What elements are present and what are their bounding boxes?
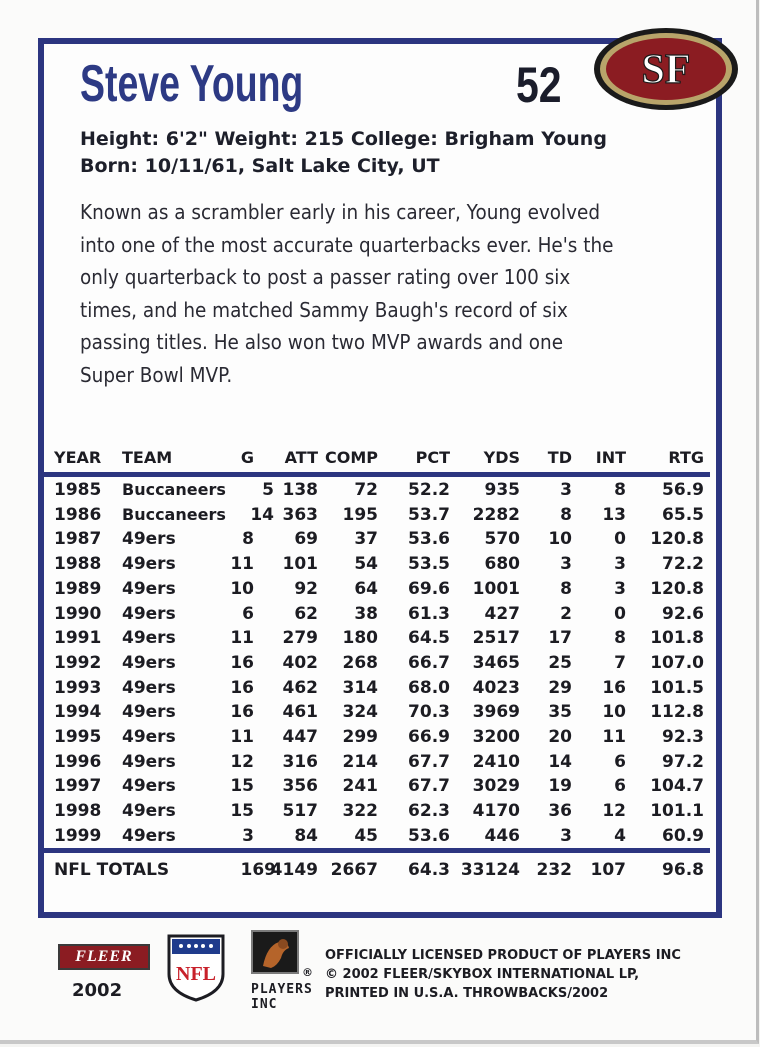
table-row <box>44 725 710 750</box>
cell-pct: 52.2 <box>408 480 450 500</box>
cell-int: 0 <box>614 529 626 550</box>
legal-text: OFFICIALLY LICENSED PRODUCT OF PLAYERS INC © 2002 FLEER/SKYBOX INTERNATIONAL LP, PRINTED IN U.S.A. THROWBACKS/2002 <box>325 948 681 1001</box>
cell-rtg: 107.0 <box>650 652 704 673</box>
header-team: TEAM <box>122 448 173 467</box>
totals-int: 107 <box>590 860 626 880</box>
cell-yds: 4170 <box>472 801 520 822</box>
cell-td: 8 <box>560 504 572 525</box>
table-row <box>44 700 710 725</box>
table-row <box>44 527 710 552</box>
cell-yds: 570 <box>484 529 520 550</box>
table-row <box>44 676 710 701</box>
cell-att: 101 <box>282 554 318 575</box>
header-pct: PCT <box>415 448 450 467</box>
cell-pct: 53.5 <box>408 554 450 575</box>
cell-yds: 680 <box>484 554 520 575</box>
nfl-shield-icon <box>165 930 227 1002</box>
cell-g: 6 <box>242 603 254 624</box>
cell-int: 8 <box>614 480 626 500</box>
cell-yds: 3969 <box>472 702 520 723</box>
cell-int: 11 <box>602 727 626 747</box>
cell-team: 49ers <box>122 677 176 698</box>
cell-team: 49ers <box>122 727 176 747</box>
cell-team: 49ers <box>122 801 176 822</box>
cell-int: 16 <box>602 677 626 698</box>
players-inc-text: PLAYERS INC <box>251 982 313 1012</box>
cell-td: 10 <box>548 529 572 550</box>
cell-rtg: 92.3 <box>662 727 704 747</box>
fleer-brand <box>58 944 158 1004</box>
cell-year: 1997 <box>54 776 102 797</box>
cell-pct: 53.6 <box>408 825 450 846</box>
table-row <box>44 774 710 799</box>
cell-td: 35 <box>548 702 572 723</box>
cell-g: 16 <box>230 702 254 723</box>
player-info-line-1: Height: 6'2" Weight: 215 College: Brigham Young <box>80 128 607 150</box>
cell-att: 356 <box>282 776 318 797</box>
header-yds: YDS <box>483 448 520 467</box>
cell-rtg: 101.5 <box>650 677 704 698</box>
cell-td: 19 <box>548 776 572 797</box>
cell-pct: 62.3 <box>408 801 450 822</box>
cell-int: 3 <box>614 578 626 599</box>
cell-rtg: 120.8 <box>650 529 704 550</box>
logo-text: SF <box>641 47 691 93</box>
players-inc-image <box>251 930 299 974</box>
table-row <box>44 626 710 651</box>
cell-att: 461 <box>282 702 318 723</box>
cell-rtg: 65.5 <box>662 504 704 525</box>
cell-year: 1993 <box>54 677 102 698</box>
49ers-logo-icon <box>592 26 740 112</box>
cell-att: 69 <box>294 529 318 550</box>
cell-year: 1988 <box>54 554 102 575</box>
table-row <box>44 602 710 627</box>
cell-int: 13 <box>602 504 626 525</box>
totals-label: NFL TOTALS <box>54 860 170 880</box>
cell-team: 49ers <box>122 529 176 550</box>
stats-header <box>44 444 710 477</box>
cell-team: 49ers <box>122 702 176 723</box>
cell-team: 49ers <box>122 751 176 772</box>
player-bio: Known as a scrambler early in his career, Young evolved into one of the most accurate quarterbacks ever. He's the only quarterback to post a passer rating over 100 six times, and he matched Sammy Baugh's record of six passing titles. He also won two MVP awards and one Super Bowl MVP. <box>80 200 614 387</box>
cell-pct: 66.9 <box>408 727 450 747</box>
cell-att: 62 <box>294 603 318 624</box>
cell-td: 8 <box>560 578 572 599</box>
cell-yds: 4023 <box>472 677 520 698</box>
player-name: Steve Young <box>80 55 304 113</box>
cell-pct: 68.0 <box>408 677 450 698</box>
cell-pct: 67.7 <box>408 751 450 772</box>
cell-td: 14 <box>548 751 572 772</box>
cell-yds: 427 <box>484 603 520 624</box>
cell-rtg: 60.9 <box>662 825 704 846</box>
cell-year: 1989 <box>54 578 102 599</box>
stats-totals-row <box>44 848 710 891</box>
cell-comp: 299 <box>342 727 378 747</box>
cell-pct: 53.6 <box>408 529 450 550</box>
cell-year: 1992 <box>54 652 102 673</box>
cell-team: 49ers <box>122 825 176 846</box>
table-row <box>44 799 710 824</box>
cell-comp: 72 <box>354 480 378 500</box>
totals-pct: 64.3 <box>408 860 450 880</box>
cell-td: 2 <box>560 603 572 624</box>
table-row <box>44 651 710 676</box>
player-silhouette-icon <box>253 932 297 972</box>
header-int: INT <box>595 448 626 467</box>
cell-comp: 241 <box>342 776 378 797</box>
registered-mark: ® <box>302 966 313 979</box>
player-info-line-2: Born: 10/11/61, Salt Lake City, UT <box>80 155 440 177</box>
cell-yds: 2410 <box>472 751 520 772</box>
cell-comp: 268 <box>342 652 378 673</box>
cell-g: 14 <box>250 504 274 525</box>
cell-yds: 446 <box>484 825 520 846</box>
cell-att: 84 <box>294 825 318 846</box>
cell-g: 11 <box>230 554 254 575</box>
cell-comp: 214 <box>342 751 378 772</box>
cell-g: 8 <box>242 529 254 550</box>
cell-td: 25 <box>548 652 572 673</box>
header-year: YEAR <box>54 448 102 467</box>
cell-pct: 64.5 <box>408 628 450 649</box>
cell-int: 0 <box>614 603 626 624</box>
cell-att: 517 <box>282 801 318 822</box>
header-comp: COMP <box>325 448 378 467</box>
cell-g: 16 <box>230 652 254 673</box>
cell-comp: 195 <box>342 504 378 525</box>
totals-rtg: 96.8 <box>662 860 704 880</box>
cell-td: 29 <box>548 677 572 698</box>
cell-pct: 70.3 <box>408 702 450 723</box>
cell-comp: 54 <box>354 554 378 575</box>
cell-comp: 180 <box>342 628 378 649</box>
table-row <box>44 824 710 849</box>
cell-rtg: 72.2 <box>662 554 704 575</box>
table-row <box>44 478 710 503</box>
table-row <box>44 750 710 775</box>
header-td: TD <box>547 448 572 467</box>
cell-int: 6 <box>614 751 626 772</box>
cell-team: 49ers <box>122 603 176 624</box>
cell-year: 1998 <box>54 801 102 822</box>
cell-g: 11 <box>230 727 254 747</box>
cell-att: 402 <box>282 652 318 673</box>
cell-int: 8 <box>614 628 626 649</box>
cell-g: 3 <box>242 825 254 846</box>
table-row <box>44 577 710 602</box>
table-row <box>44 503 710 528</box>
cell-rtg: 104.7 <box>650 776 704 797</box>
cell-int: 10 <box>602 702 626 723</box>
cell-team: Buccaneers <box>122 480 226 499</box>
cell-att: 279 <box>282 628 318 649</box>
cell-att: 138 <box>282 480 318 500</box>
cell-yds: 2517 <box>472 628 520 649</box>
cell-comp: 37 <box>354 529 378 550</box>
cell-att: 92 <box>294 578 318 599</box>
cell-g: 15 <box>230 776 254 797</box>
cell-rtg: 92.6 <box>662 603 704 624</box>
cell-pct: 69.6 <box>408 578 450 599</box>
table-row <box>44 552 710 577</box>
cell-comp: 45 <box>354 825 378 846</box>
cell-pct: 61.3 <box>408 603 450 624</box>
cell-int: 3 <box>614 554 626 575</box>
cell-g: 15 <box>230 801 254 822</box>
cell-year: 1995 <box>54 727 102 747</box>
cell-team: 49ers <box>122 578 176 599</box>
cell-year: 1985 <box>54 480 102 500</box>
totals-g: 169 <box>240 860 276 880</box>
cell-att: 462 <box>282 677 318 698</box>
header-g: G <box>240 448 254 467</box>
cell-g: 10 <box>230 578 254 599</box>
cell-comp: 64 <box>354 578 378 599</box>
cell-rtg: 101.8 <box>650 628 704 649</box>
cell-g: 12 <box>230 751 254 772</box>
cell-rtg: 120.8 <box>650 578 704 599</box>
cell-int: 6 <box>614 776 626 797</box>
jersey-number: 52 <box>516 57 562 113</box>
cell-year: 1996 <box>54 751 102 772</box>
cell-team: 49ers <box>122 628 176 649</box>
totals-comp: 2667 <box>330 860 378 880</box>
cell-g: 16 <box>230 677 254 698</box>
totals-yds: 33124 <box>460 860 520 880</box>
cell-pct: 66.7 <box>408 652 450 673</box>
fleer-logo: FLEER <box>58 944 150 970</box>
cell-comp: 322 <box>342 801 378 822</box>
cell-yds: 3465 <box>472 652 520 673</box>
header-att: ATT <box>284 448 318 467</box>
cell-td: 17 <box>548 628 572 649</box>
cell-g: 11 <box>230 628 254 649</box>
cell-comp: 314 <box>342 677 378 698</box>
cell-int: 7 <box>614 652 626 673</box>
cell-year: 1986 <box>54 504 102 525</box>
cell-td: 3 <box>560 554 572 575</box>
cell-year: 1994 <box>54 702 102 723</box>
totals-att: 4149 <box>270 860 318 880</box>
cell-year: 1991 <box>54 628 102 649</box>
cell-team: 49ers <box>122 652 176 673</box>
cell-yds: 3029 <box>472 776 520 797</box>
fleer-year: 2002 <box>72 980 123 1001</box>
cell-yds: 935 <box>484 480 520 500</box>
cell-att: 363 <box>282 504 318 525</box>
cell-year: 1987 <box>54 529 102 550</box>
cell-rtg: 56.9 <box>662 480 704 500</box>
cell-att: 316 <box>282 751 318 772</box>
cell-team: 49ers <box>122 554 176 575</box>
cell-pct: 67.7 <box>408 776 450 797</box>
nfl-text: NFL <box>176 963 216 985</box>
cell-rtg: 112.8 <box>650 702 704 723</box>
cell-int: 4 <box>614 825 626 846</box>
cell-rtg: 97.2 <box>662 751 704 772</box>
cell-yds: 1001 <box>472 578 520 599</box>
cell-team: Buccaneers <box>122 504 226 524</box>
cell-yds: 2282 <box>472 504 520 525</box>
cell-int: 12 <box>602 801 626 822</box>
cell-g: 5 <box>262 480 274 500</box>
header-rtg: RTG <box>668 448 704 467</box>
cell-rtg: 101.1 <box>650 801 704 822</box>
cell-td: 20 <box>548 727 572 747</box>
cell-comp: 38 <box>354 603 378 624</box>
cell-pct: 53.7 <box>408 504 450 525</box>
cell-yds: 3200 <box>472 727 520 747</box>
cell-comp: 324 <box>342 702 378 723</box>
cell-year: 1999 <box>54 825 102 846</box>
cell-td: 3 <box>560 825 572 846</box>
cell-td: 36 <box>548 801 572 822</box>
cell-td: 3 <box>560 480 572 500</box>
cell-team: 49ers <box>122 776 176 797</box>
cell-att: 447 <box>282 727 318 747</box>
totals-td: 232 <box>536 860 572 880</box>
cell-year: 1990 <box>54 603 102 624</box>
